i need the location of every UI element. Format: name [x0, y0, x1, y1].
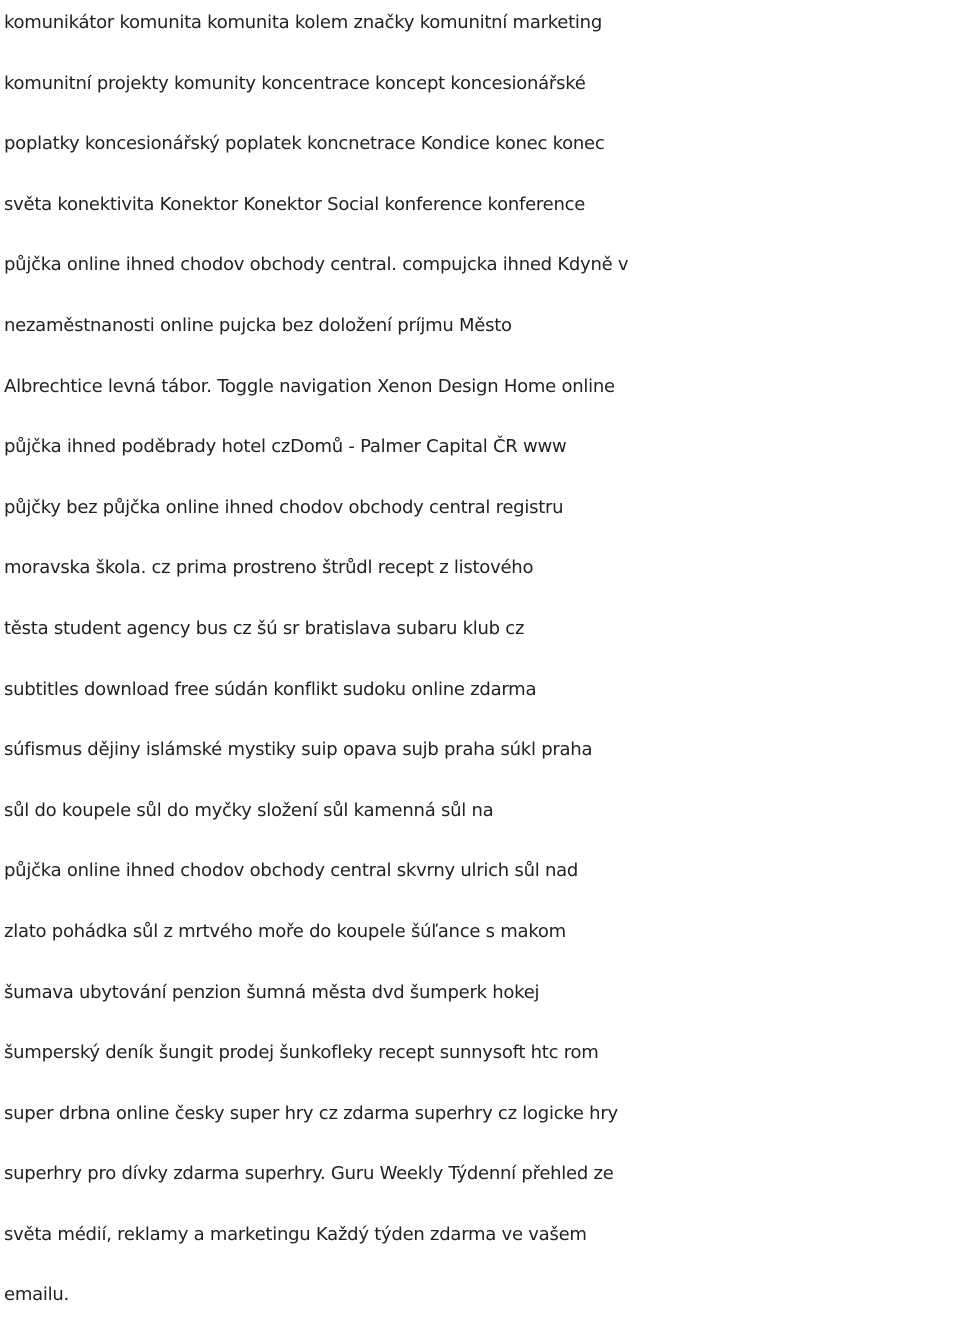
text-line-7: Albrechtice levná tábor. Toggle navigation Xenon Design Home online	[4, 375, 615, 397]
text-line-8: půjčka ihned poděbrady hotel czDomů - Palmer Capital ČR www	[4, 436, 567, 458]
text-line-21: světa médií, reklamy a marketingu Každý týden zdarma ve vašem	[4, 1223, 587, 1245]
text-line-19: super drbna online česky super hry cz zdarma superhry cz logicke hry	[4, 1102, 618, 1124]
text-line-12: subtitles download free súdán konflikt sudoku online zdarma	[4, 678, 537, 700]
text-line-3: poplatky koncesionářský poplatek koncnetrace Kondice konec konec	[4, 133, 605, 155]
text-line-5: půjčka online ihned chodov obchody central. compujcka ihned Kdyně v	[4, 254, 629, 276]
text-line-10: moravska škola. cz prima prostreno štrůdl recept z listového	[4, 557, 534, 579]
text-line-17: šumava ubytování penzion šumná města dvd šumperk hokej	[4, 981, 540, 1003]
text-line-22: emailu.	[4, 1284, 70, 1306]
text-line-9: půjčky bez půjčka online ihned chodov obchody central registru	[4, 496, 564, 518]
text-line-2: komunitní projekty komunity koncentrace koncept koncesionářské	[4, 72, 586, 94]
text-line-4: světa konektivita Konektor Konektor Social konference konference	[4, 193, 586, 215]
text-line-6: nezaměstnanosti online pujcka bez doložení príjmu Město	[4, 314, 512, 336]
text-line-11: těsta student agency bus cz šú sr bratislava subaru klub cz	[4, 617, 525, 639]
text-line-20: superhry pro dívky zdarma superhry. Guru Weekly Týdenní přehled ze	[4, 1163, 614, 1185]
text-line-15: půjčka online ihned chodov obchody central skvrny ulrich sůl nad	[4, 860, 579, 882]
text-line-14: sůl do koupele sůl do myčky složení sůl kamenná sůl na	[4, 799, 494, 821]
text-line-18: šumperský deník šungit prodej šunkofleky recept sunnysoft htc rom	[4, 1042, 599, 1064]
text-line-1: komunikátor komunita komunita kolem značky komunitní marketing	[4, 12, 603, 33]
text-line-16: zlato pohádka sůl z mrtvého moře do koupele šúľance s makom	[4, 920, 566, 942]
text-line-13: súfismus dějiny islámské mystiky suip opava sujb praha súkl praha	[4, 739, 593, 761]
document-body	[4, 0, 960, 1333]
